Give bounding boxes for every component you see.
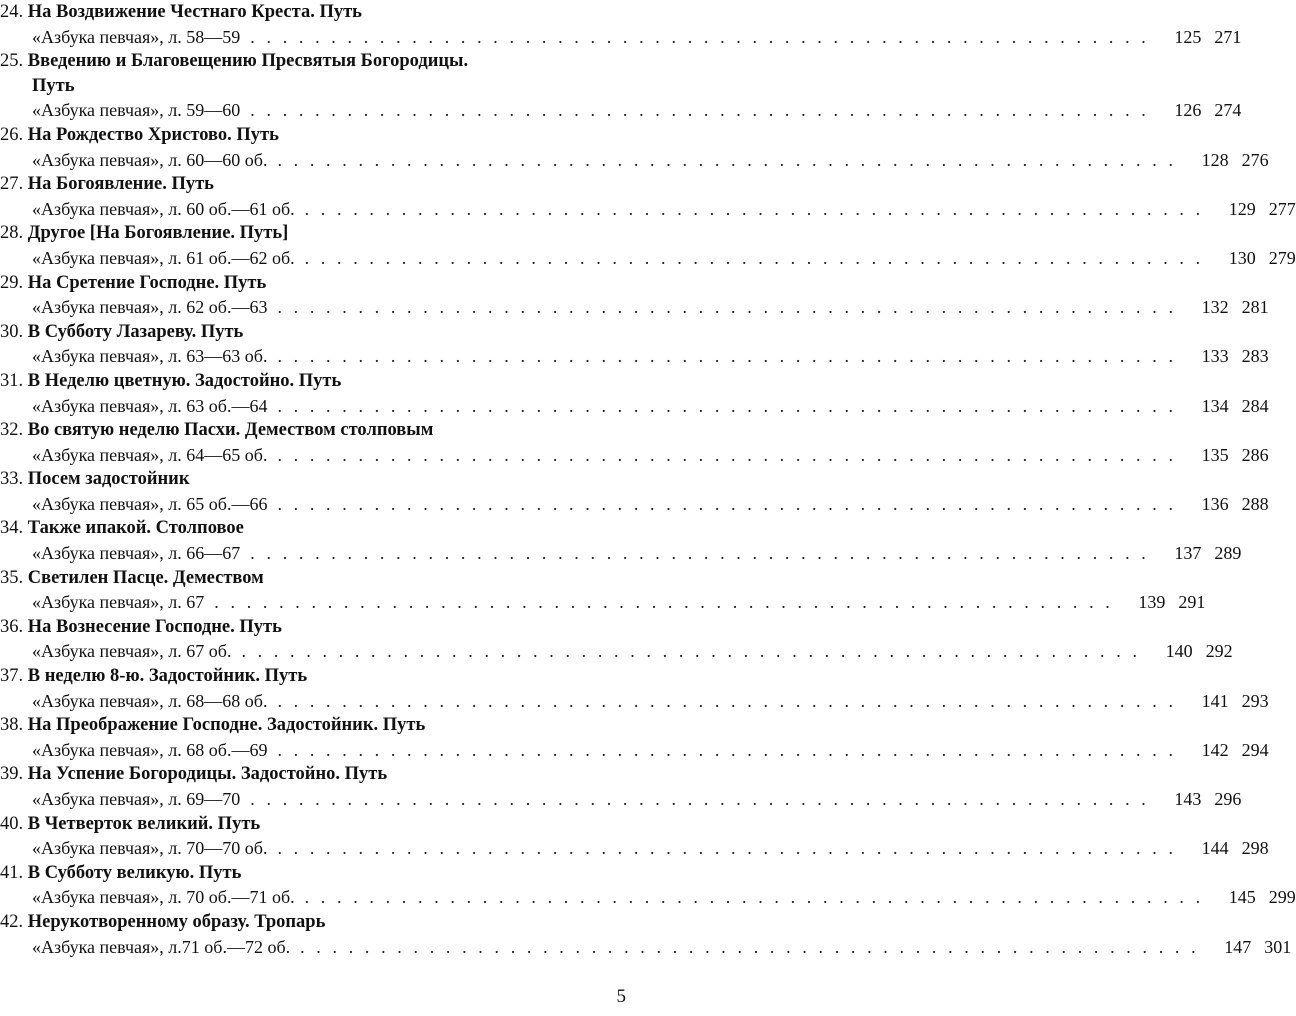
entry-source: «Азбука певчая», л. 70 об.—71 об. (32, 887, 295, 908)
entry-title: На Вознесение Господне. Путь (27, 616, 282, 637)
entry-page-transcription: 294 (1241, 739, 1269, 760)
entry-source-line (0, 738, 1269, 763)
entry-title-line (0, 615, 632, 640)
entry-source: «Азбука певчая», л. 69—70 (32, 789, 241, 809)
entry-number: 26. (0, 124, 24, 145)
entry-page-transcription: 288 (1241, 493, 1269, 514)
entry-source: «Азбука певчая», л. 67 (32, 592, 205, 613)
entry-page-facsimile: 136 (1201, 493, 1229, 514)
entry-page-facsimile: 139 (1138, 592, 1166, 613)
dot-leader: . . . . . . . . . . . . . . . . . . . . . . . . . . . . . . . . . . . . . . . . . . . . . . . . . . . . . . . . (250, 100, 1150, 121)
entry-page-transcription: 289 (1214, 543, 1242, 564)
entry-source-line (0, 25, 1242, 50)
entry-source-line (0, 492, 1269, 517)
entry-title-line (0, 74, 632, 99)
dot-leader: . . . . . . . . . . . . . . . . . . . . . . . . . . . . . . . . . . . . . . . . . . . . . . . . . . . . . . . . (304, 247, 1204, 268)
entry-source: «Азбука певчая», л. 66—67 (32, 543, 241, 564)
entry-page-facsimile: 128 (1201, 149, 1229, 170)
entry-title-line (0, 910, 632, 935)
entry-source-line (0, 689, 1269, 714)
entry-number: 31. (0, 370, 24, 391)
entry-page-transcription: 299 (1268, 887, 1296, 908)
entry-source: «Азбука певчая», л. 65 об.—66 (32, 493, 268, 514)
entry-title: В Субботу Лазареву. Путь (27, 321, 244, 342)
entry-source: «Азбука певчая», л. 70—70 об. (32, 838, 268, 859)
dot-leader: . . . . . . . . . . . . . . . . . . . . . . . . . . . . . . . . . . . . . . . . . . . . . . . . . . . . . . . . (304, 198, 1204, 219)
page-number: 5 (616, 986, 626, 1007)
entry-title: Посем задостойник (27, 469, 190, 490)
entry-page-transcription: 292 (1205, 641, 1233, 662)
entry-page-transcription: 291 (1178, 592, 1206, 613)
entry-title: В неделю 8-ю. Задостойник. Путь (27, 666, 308, 687)
entry-page-facsimile: 143 (1174, 789, 1202, 809)
entry-page-transcription: 298 (1241, 838, 1269, 859)
entry-source: «Азбука певчая», л. 62 об.—63 (32, 297, 268, 318)
entry-source: «Азбука певчая», л. 67 об. (32, 641, 232, 662)
entry-title: Другое [На Богоявление. Путь] (27, 223, 289, 244)
entry-source-line (0, 197, 1296, 222)
entry-source-line (0, 443, 1269, 468)
entry-title: На Рождество Христово. Путь (27, 124, 279, 145)
dot-leader: . . . . . . . . . . . . . . . . . . . . . . . . . . . . . . . . . . . . . . . . . . . . . . . . . . . . . . . . (277, 346, 1177, 367)
dot-leader: . . . . . . . . . . . . . . . . . . . . . . . . . . . . . . . . . . . . . . . . . . . . . . . . . . . . . . . . (277, 297, 1177, 318)
entry-page-transcription: 284 (1241, 395, 1269, 416)
entry-source-line (0, 295, 1269, 320)
dot-leader: . . . . . . . . . . . . . . . . . . . . . . . . . . . . . . . . . . . . . . . . . . . . . . . . . . . . . . . . (277, 395, 1177, 416)
toc-entry (0, 0, 1242, 49)
entry-page-facsimile: 145 (1228, 887, 1256, 908)
dot-leader: . . . . . . . . . . . . . . . . . . . . . . . . . . . . . . . . . . . . . . . . . . . . . . . . . . . . . . . . (250, 26, 1150, 47)
entry-number: 33. (0, 469, 24, 490)
entry-page-facsimile: 137 (1174, 543, 1202, 564)
dot-leader: . . . . . . . . . . . . . . . . . . . . . . . . . . . . . . . . . . . . . . . . . . . . . . . . . . . . . . . . (241, 641, 1141, 662)
entry-title: Светилен Пасце. Демеством (27, 567, 264, 588)
toc-entry (0, 221, 1296, 270)
entry-source-line (0, 787, 1242, 812)
entry-number: 28. (0, 223, 24, 244)
entry-number: 40. (0, 813, 24, 834)
dot-leader: . . . . . . . . . . . . . . . . . . . . . . . . . . . . . . . . . . . . . . . . . . . . . . . . . . . . . . . . (277, 444, 1177, 465)
entry-source-line (0, 590, 1206, 615)
entry-title-line (0, 861, 632, 886)
entry-source: «Азбука певчая», л. 60 об.—61 об. (32, 198, 295, 219)
dot-leader: . . . . . . . . . . . . . . . . . . . . . . . . . . . . . . . . . . . . . . . . . . . . . . . . . . . . . . . . (214, 592, 1114, 613)
entry-source: «Азбука певчая», л. 63 об.—64 (32, 395, 268, 416)
entry-page-facsimile: 129 (1228, 198, 1256, 219)
entry-page-transcription: 281 (1241, 297, 1269, 318)
toc-entry (0, 566, 1206, 615)
entry-page-transcription: 277 (1268, 198, 1296, 219)
entry-page-facsimile: 134 (1201, 395, 1229, 416)
entry-source: «Азбука певчая», л. 58—59 (32, 26, 241, 47)
entry-page-transcription: 276 (1241, 149, 1269, 170)
entry-page-facsimile: 141 (1201, 690, 1229, 711)
entry-source: «Азбука певчая», л. 63—63 об. (32, 346, 268, 367)
entry-page-facsimile: 147 (1224, 936, 1252, 957)
dot-leader: . . . . . . . . . . . . . . . . . . . . . . . . . . . . . . . . . . . . . . . . . . . . . . . . . . . . . . . . (277, 493, 1177, 514)
entry-title-line (0, 516, 632, 541)
entry-title: На Успение Богородицы. Задостойно. Путь (27, 764, 388, 785)
entry-source-line (0, 639, 1233, 664)
toc-entry (0, 812, 1269, 861)
entry-page-transcription: 271 (1214, 26, 1242, 47)
dot-leader: . . . . . . . . . . . . . . . . . . . . . . . . . . . . . . . . . . . . . . . . . . . . . . . . . . . . . . . . (304, 887, 1204, 908)
dot-leader: . . . . . . . . . . . . . . . . . . . . . . . . . . . . . . . . . . . . . . . . . . . . . . . . . . . . . . . . (277, 149, 1177, 170)
entry-page-facsimile: 140 (1165, 641, 1193, 662)
toc-entry (0, 49, 1242, 123)
toc-entry (0, 369, 1269, 418)
entry-page-facsimile: 126 (1174, 100, 1202, 121)
entry-page-transcription: 296 (1214, 789, 1242, 809)
entry-number: 36. (0, 616, 24, 637)
entry-source: «Азбука певчая», л. 61 об.—62 об. (32, 247, 295, 268)
entry-title-line (0, 369, 632, 394)
entry-number: 42. (0, 911, 24, 932)
toc-entry (0, 664, 1269, 713)
entry-title: Путь (32, 75, 75, 96)
entry-page-facsimile: 133 (1201, 346, 1229, 367)
dot-leader: . . . . . . . . . . . . . . . . . . . . . . . . . . . . . . . . . . . . . . . . . . . . . . . . . . . . . . . . (300, 936, 1200, 957)
entry-page-transcription: 301 (1264, 936, 1292, 957)
toc-entry (0, 615, 1233, 664)
entry-title: В Неделю цветную. Задостойно. Путь (27, 370, 342, 391)
entry-source-line (0, 98, 1242, 123)
entry-title-line (0, 123, 632, 148)
entry-title-line (0, 467, 632, 492)
entry-source-line (0, 885, 1296, 910)
entry-number: 24. (0, 2, 24, 22)
entry-title-line (0, 271, 632, 296)
entry-title-line (0, 762, 632, 787)
entry-number: 34. (0, 518, 24, 539)
entry-title: На Воздвижение Честнаго Креста. Путь (27, 2, 362, 22)
entry-source: «Азбука певчая», л. 60—60 об. (32, 149, 268, 170)
entry-source: «Азбука певчая», л.71 об.—72 об. (32, 936, 291, 957)
toc-entry (0, 271, 1269, 320)
entry-number: 37. (0, 666, 24, 687)
entry-title: Введению и Благовещению Пресвятыя Богородицы. (27, 51, 469, 72)
entry-title-line (0, 566, 632, 591)
entry-number: 38. (0, 715, 24, 736)
entry-source: «Азбука певчая», л. 68 об.—69 (32, 739, 268, 760)
entry-title: В Субботу великую. Путь (27, 862, 242, 883)
entry-page-facsimile: 132 (1201, 297, 1229, 318)
entry-page-facsimile: 144 (1201, 838, 1229, 859)
entry-title-line (0, 664, 632, 689)
entry-page-facsimile: 135 (1201, 444, 1229, 465)
entry-title: Нерукотворенному образу. Тропарь (27, 911, 326, 932)
entry-title-line (0, 320, 632, 345)
dot-leader: . . . . . . . . . . . . . . . . . . . . . . . . . . . . . . . . . . . . . . . . . . . . . . . . . . . . . . . . (277, 690, 1177, 711)
entry-source: «Азбука певчая», л. 68—68 об. (32, 690, 268, 711)
entry-source: «Азбука певчая», л. 64—65 об. (32, 444, 268, 465)
entry-title-line (0, 49, 632, 74)
entry-page-transcription: 293 (1241, 690, 1269, 711)
toc-entry (0, 713, 1269, 762)
toc-entry (0, 123, 1269, 172)
entry-source-line (0, 541, 1242, 566)
entry-title-line (0, 172, 632, 197)
entry-source-line (0, 836, 1269, 861)
entry-number: 25. (0, 51, 24, 72)
entry-page-facsimile: 130 (1228, 247, 1256, 268)
toc-entry (0, 516, 1242, 565)
entry-title-line (0, 418, 632, 443)
entry-number: 39. (0, 764, 24, 785)
entry-title-line (0, 713, 632, 738)
entry-title: На Сретение Господне. Путь (27, 272, 267, 293)
toc-entry (0, 467, 1269, 516)
entry-page-facsimile: 125 (1174, 26, 1202, 47)
entry-title: Во святую неделю Пасхи. Демеством столповым (27, 420, 434, 441)
entry-title: На Богоявление. Путь (27, 174, 214, 195)
entry-number: 29. (0, 272, 24, 293)
toc-entry (0, 172, 1296, 221)
dot-leader: . . . . . . . . . . . . . . . . . . . . . . . . . . . . . . . . . . . . . . . . . . . . . . . . . . . . . . . . (277, 739, 1177, 760)
entry-number: 41. (0, 862, 24, 883)
entry-page-facsimile: 142 (1201, 739, 1229, 760)
entry-source-line (0, 394, 1269, 419)
entry-title-line (0, 812, 632, 837)
toc-entry (0, 762, 1242, 811)
dot-leader: . . . . . . . . . . . . . . . . . . . . . . . . . . . . . . . . . . . . . . . . . . . . . . . . . . . . . . . . (250, 789, 1150, 809)
entry-number: 35. (0, 567, 24, 588)
entry-page-transcription: 274 (1214, 100, 1242, 121)
entry-title: Также ипакой. Столповое (27, 518, 244, 539)
entry-page-transcription: 286 (1241, 444, 1269, 465)
toc-entry (0, 861, 1296, 910)
toc-entry (0, 910, 1292, 959)
toc-entry (0, 320, 1269, 369)
entry-source-line (0, 344, 1269, 369)
entry-page-transcription: 279 (1268, 247, 1296, 268)
entry-number: 32. (0, 420, 24, 441)
entry-title-line (0, 221, 632, 246)
entry-source-line (0, 935, 1292, 960)
toc-entry (0, 418, 1269, 467)
entry-page-transcription: 283 (1241, 346, 1269, 367)
dot-leader: . . . . . . . . . . . . . . . . . . . . . . . . . . . . . . . . . . . . . . . . . . . . . . . . . . . . . . . . (250, 543, 1150, 564)
entry-title: В Четверток великий. Путь (27, 813, 261, 834)
entry-source-line (0, 148, 1269, 173)
dot-leader: . . . . . . . . . . . . . . . . . . . . . . . . . . . . . . . . . . . . . . . . . . . . . . . . . . . . . . . . (277, 838, 1177, 859)
entry-number: 30. (0, 321, 24, 342)
entry-title: На Преображение Господне. Задостойник. Путь (27, 715, 426, 736)
entry-source-line (0, 246, 1296, 271)
entry-number: 27. (0, 174, 24, 195)
entry-title-line (0, 0, 632, 25)
entry-source: «Азбука певчая», л. 59—60 (32, 100, 241, 121)
